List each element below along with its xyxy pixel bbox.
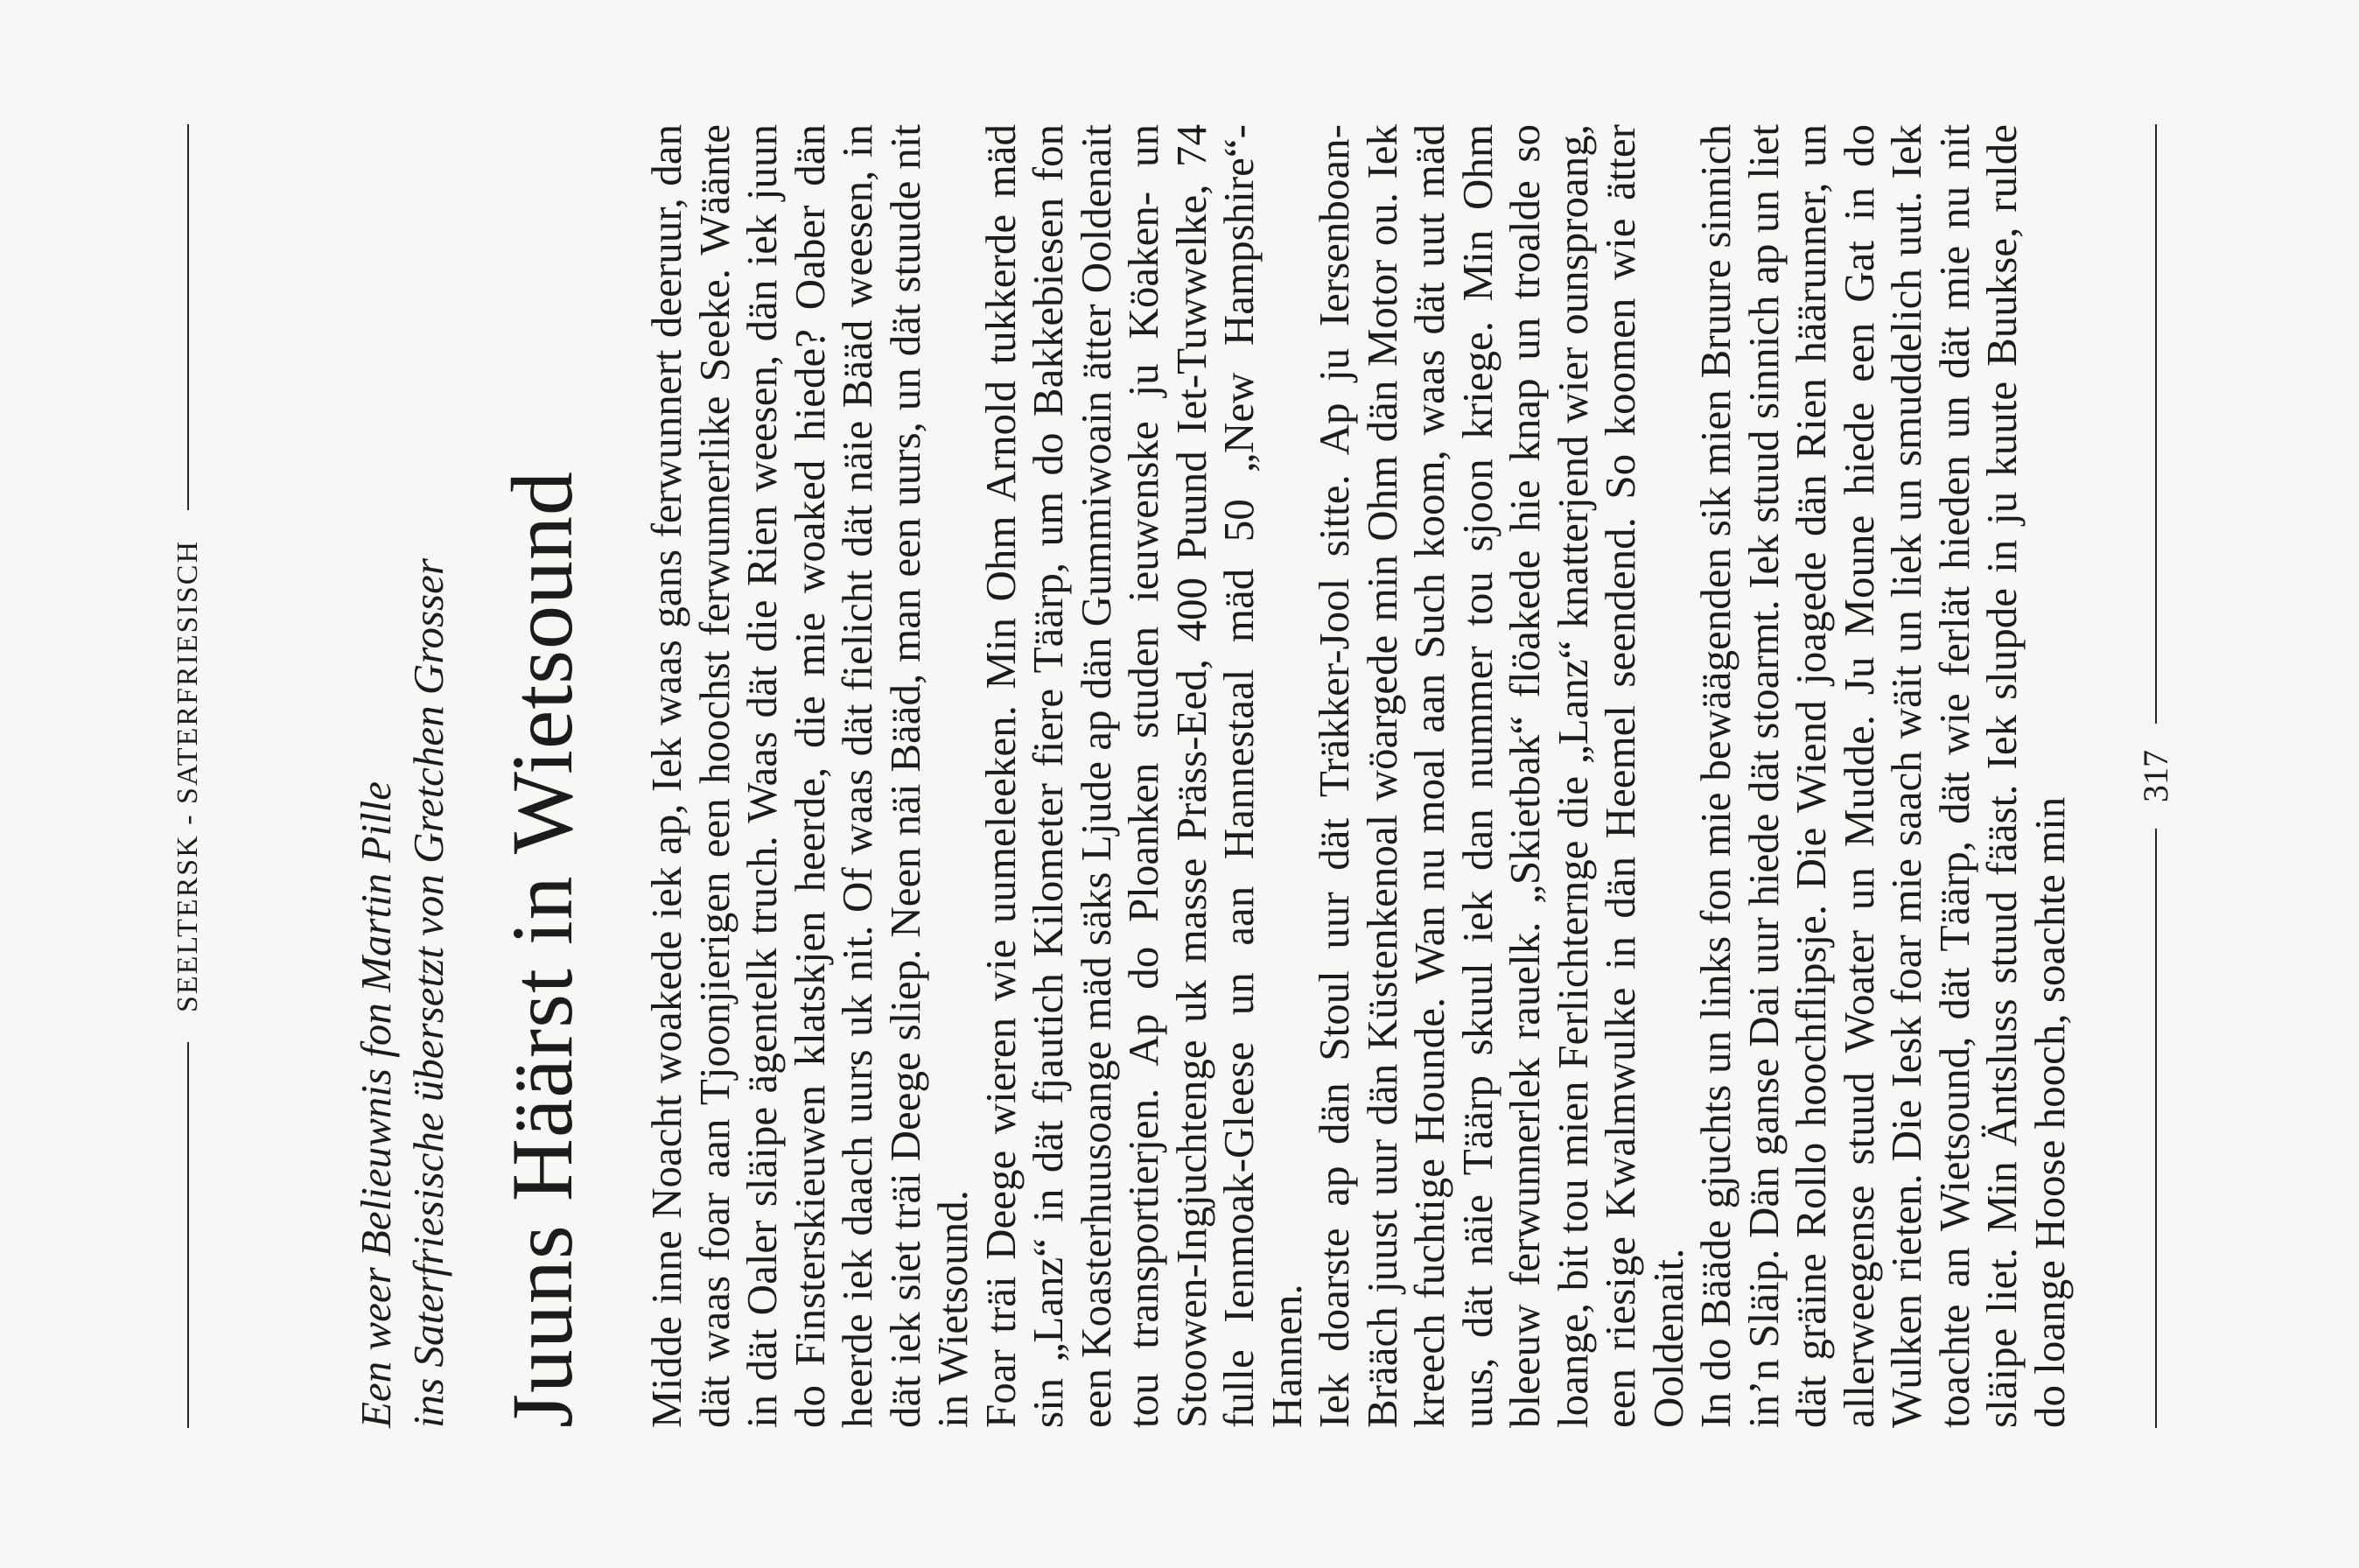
footer-rule-left bbox=[2155, 829, 2157, 1428]
footer-rule-right bbox=[2155, 124, 2157, 724]
paragraph: Iek doarste ap dän Stoul uur dät Träkker-Jool sitte. Ap ju Iersenboan-Brääch juust uur dän Küstenkenoal wöargede min Ohm dän Motor ou. Iek kreech fuchtige Hounde. Wan nu moal aan Such koom, waas dät uut mäd uus, dät näie Täärp skuul iek dan nummer tou sjoon kriege. Min Ohm bleeuw ferwunnerlek rauelk. „Skietbak“ flöakede hie knap un troalde so loange, bit tou mien Ferlichternge die „Lanz“ knatterjend wier ounsproang, een riesige Kwalmwulke in dän Heemel seendend. So koomen wie ätter Ooldenait. bbox=[1310, 124, 1692, 1428]
paragraph: In do Bääde gjuchts un links fon mie bewäägenden sik mien Bruure sinnich in’n Släip. Dän ganse Dai uur hiede dät stoarmt. Iek stuud sinnich ap un liet dät gräine Rollo hoochflipsje. Die Wiend joagede dän Rien häärunner, un allerweegense stuud Woater un Mudde. Ju Moune hiede een Gat in do Wulken rieten. Die Iesk foar mie saach wäit un liek un smuddelich uut. Iek toachte an Wietsound, dät Täärp, dät wie ferlät hieden un dät mie nu nit släipe liet. Min Äntsluss stuud fääst. Iek slupde in ju kuute Buukse, rulde do loange Hoose hooch, soachte min bbox=[1691, 124, 2074, 1428]
paragraph: Midde inne Noacht woakede iek ap, Iek waas gans ferwunnert deeruur, dan dät waas foar aan Tjoonjierigen een hoochst ferwunnerlike Seeke. Wäänte in dät Oaler släipe ägentelk truch. Waas dät die Rien weesen, dän iek juun do Finsterskieuwen klatskjen heerde, die mie woaked hiede? Oaber dän heerde iek daach uurs uk nit. Of waas dät fielicht dät näie Bääd weesen, in dät iek siet träi Deege sliep. Neen näi Bääd, man een uurs, un dät stuude nit in Wietsound. bbox=[642, 124, 976, 1428]
byline-author: Een weer Belieuwnis fon Martin Pille bbox=[352, 781, 400, 1428]
running-header bbox=[172, 124, 205, 1428]
paragraph: Foar träi Deege wieren wie uumeleeken. Min Ohm Arnold tukkerde mäd sin „Lanz“ in dät fjautich Kilometer fiere Täärp, um do Bakkebiesen fon een Koasterhuusoange mäd säks Ljude ap dän Gummiwoain ätter Ooldenait tou transportierjen. Ap do Ploanken studen ieuwenske ju Köaken- un Stoowen-Ingjuchtenge uk masse Präss-Eed, 400 Puund Iet-Tuwwelke, 74 fulle Ienmoak-Gleese un aan Hannestaal mäd 50 „New Hampshire“-Hannen. bbox=[976, 124, 1311, 1428]
article-body bbox=[643, 124, 2074, 1428]
byline-translator: ins Saterfriesische übersetzt von Gretchen Grosser bbox=[404, 558, 452, 1428]
article-title: Juuns Häärst in Wietsound bbox=[494, 470, 591, 1428]
byline bbox=[350, 124, 455, 1428]
section-title: SEELTERSK - SATERFRIESISCH bbox=[172, 539, 204, 1013]
header-rule-left bbox=[187, 1042, 189, 1428]
page-footer bbox=[2135, 124, 2176, 1428]
page-number: 317 bbox=[2136, 750, 2175, 802]
header-rule-right bbox=[187, 124, 189, 510]
